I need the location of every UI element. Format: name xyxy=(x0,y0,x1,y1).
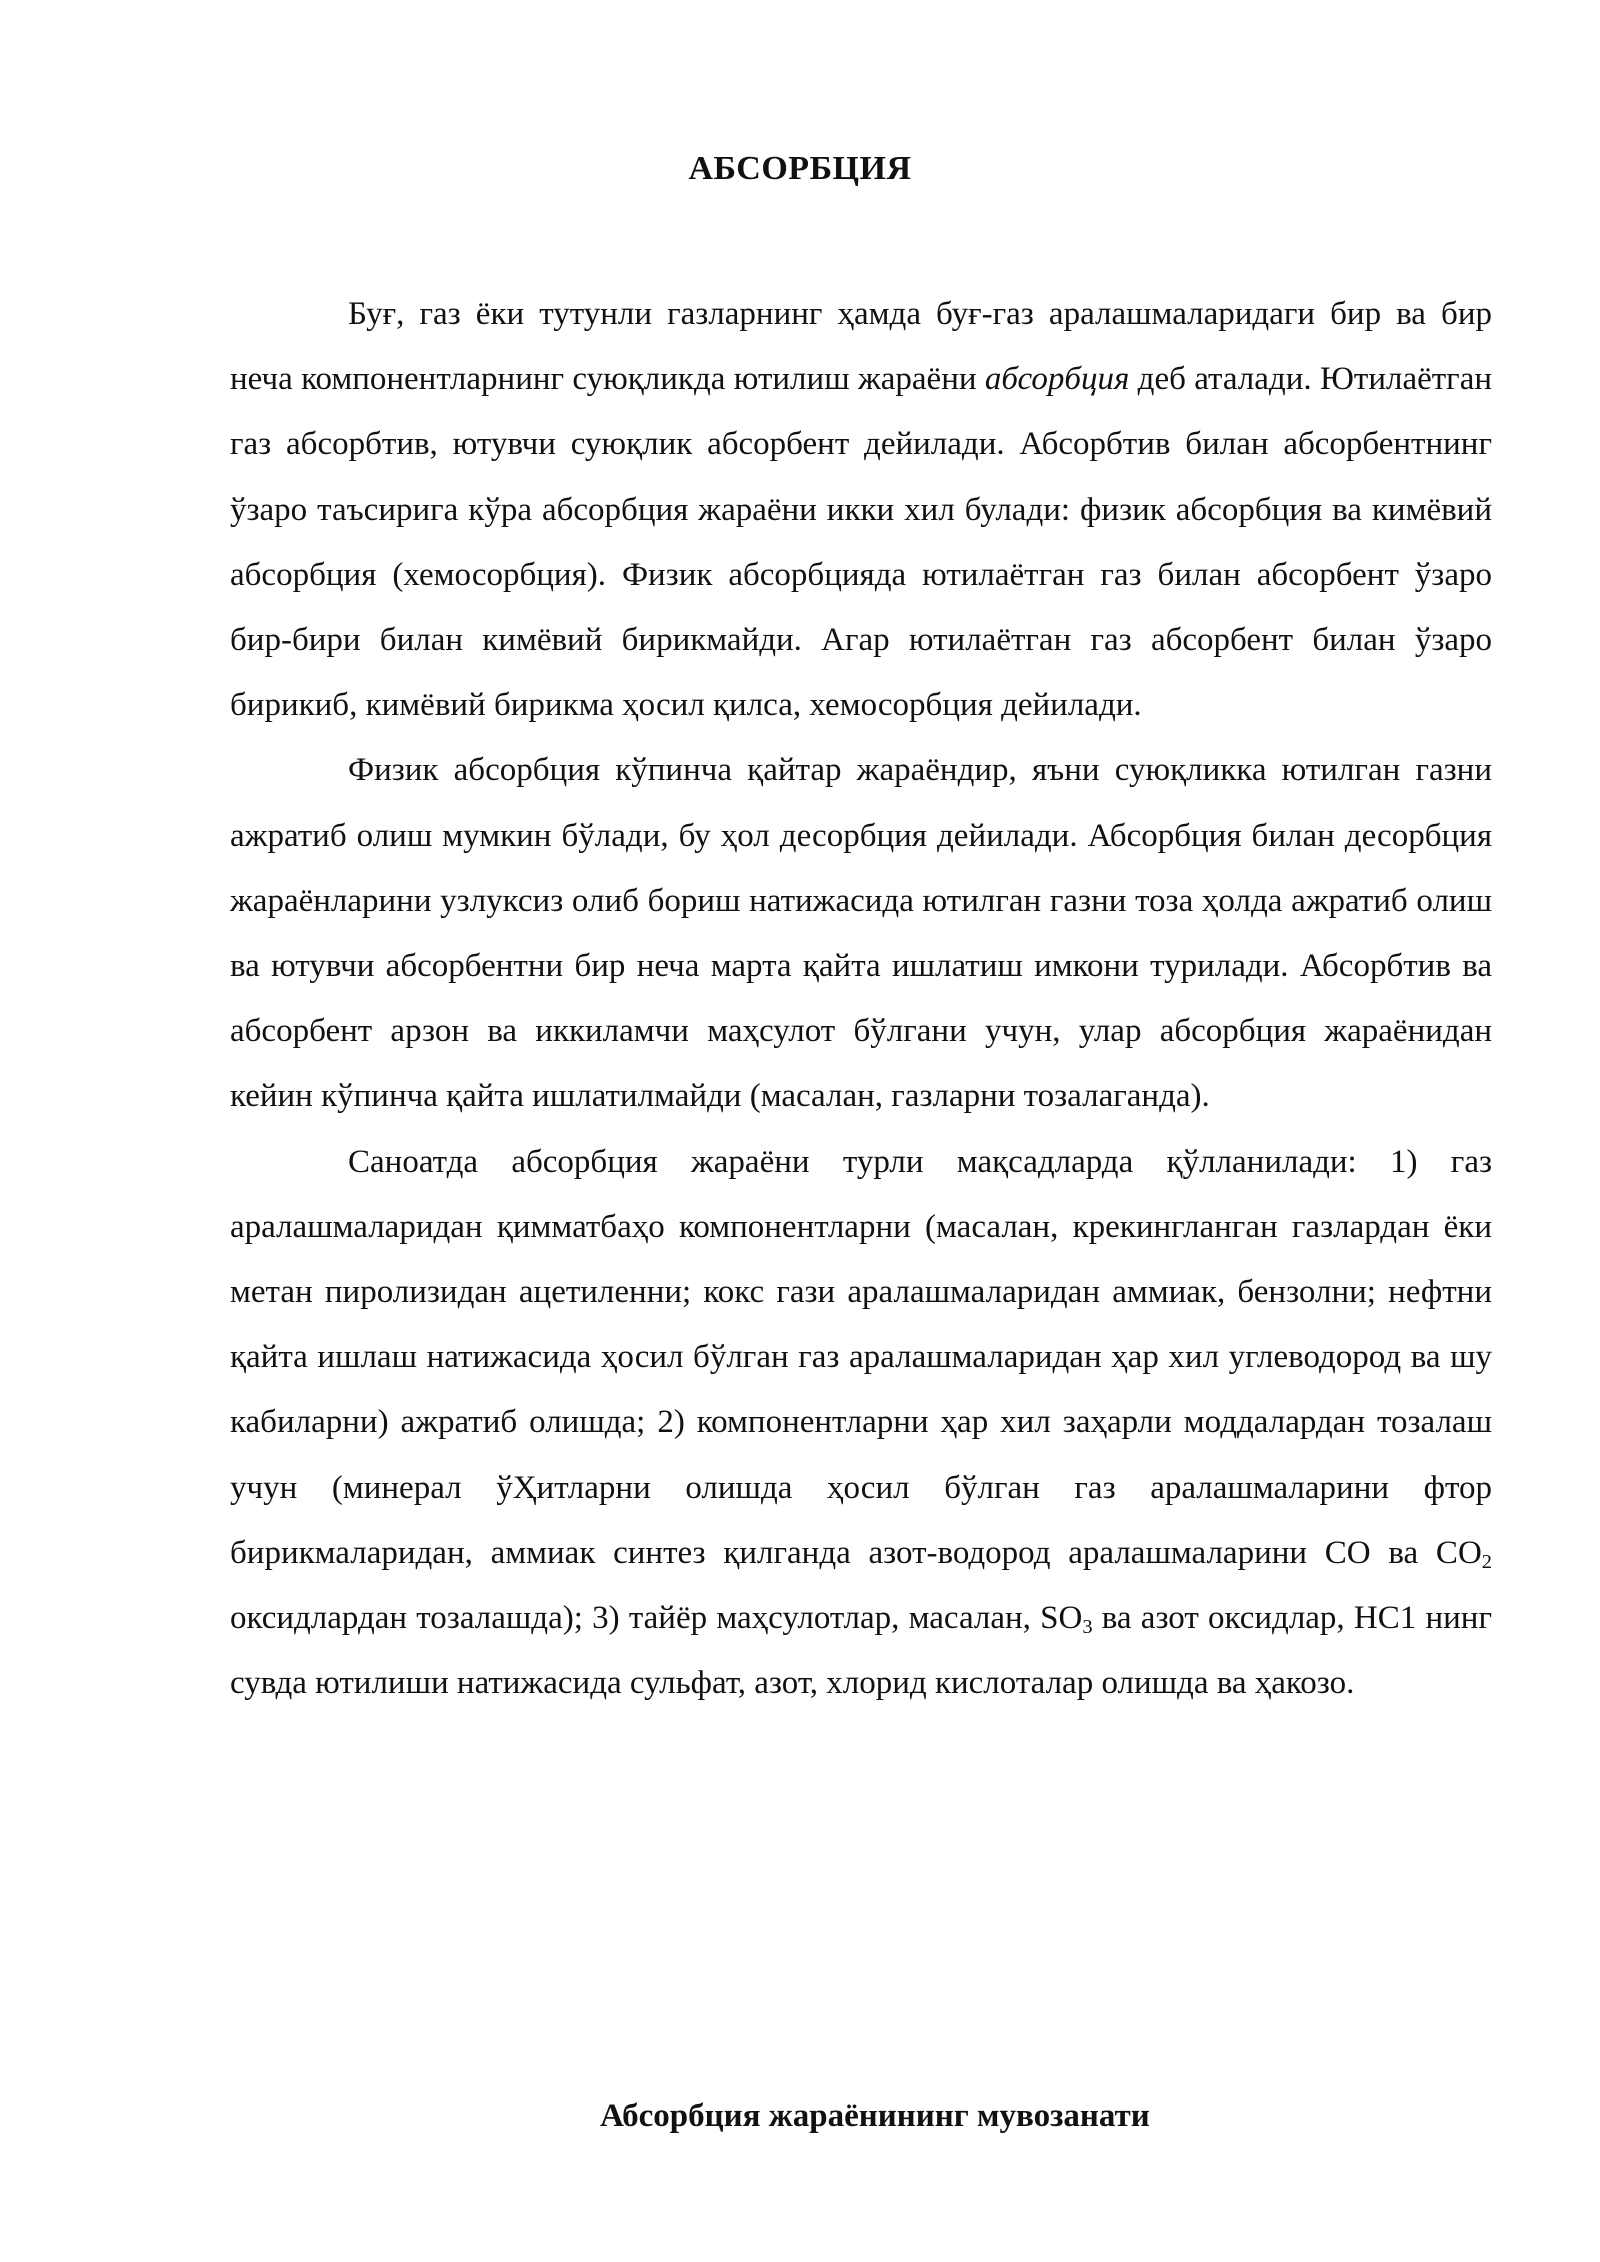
page-title: АБСОРБЦИЯ xyxy=(688,150,912,187)
paragraph-text: Буғ, газ ёки тутунли газларнинг ҳамда буғ-газ аралашмаларидаги бир ва бир неча компонентларнинг суюқликда ютилиш жараёни xyxy=(230,296,1492,398)
paragraph-text: ва азот оксидлар, НС1 нинг сувда ютилиши натижасида сульфат, азот, хлорид кислоталар олишда ва ҳакозо. xyxy=(230,1600,1492,1702)
section-heading: Абсорбция жараёнининг мувозанати xyxy=(600,2098,1150,2134)
paragraph-text: деб аталади. Ютилаётган газ абсорбтив, ютувчи суюқлик абсорбент дейилади. Абсорбтив билан абсорбентнинг ўзаро таъсирига кўра абсорбция жараёни икки хил булади: физик абсорбция ва кимёвий абсорбция (хемосорбция). Физик абсорбцияда ютилаётган газ билан абсорбент ўзаро бир-бири билан кимёвий бирикмайди. Агар ютилаётган газ абсорбент билан ўзаро бирикиб, кимёвий бирикма ҳосил қилса, хемосорбция дейилади. xyxy=(230,361,1493,724)
paragraph-applications xyxy=(230,1130,1492,1717)
subscript: 2 xyxy=(1481,1550,1492,1573)
subscript: 3 xyxy=(1082,1616,1093,1639)
paragraph-text: Саноатда абсорбция жараёни турли мақсадларда қўлланилади: 1) газ аралашмаларидан қимматбаҳо компонентларни (масалан, крекингланган газлардан ёки метан пиролизидан ацетиленни; кокс гази аралашмаларидан аммиак, бензолни; нефтни қайта ишлаш натижасида ҳосил бўлган газ аралашмаларидан ҳар хил углеводород ва шу кабиларни) ажратиб олишда; 2) компонентларни ҳар хил заҳарли моддалардан тозалаш учун (минерал ўҲитларни олишда ҳосил бўлган газ аралашмаларини фтор бирикмаларидан, аммиак синтез қилганда азот-водород аралашмаларини СО ва СО xyxy=(230,1143,1492,1571)
italic-term: абсорбция xyxy=(984,361,1130,398)
paragraph-definition xyxy=(230,282,1492,738)
document-body xyxy=(230,282,1492,1716)
paragraph-desorption: Физик абсорбция кўпинча қайтар жараёндир, яъни суюқликка ютилган газни ажратиб олиш мумкин бўлади, бу ҳол десорбция дейилади. Абсорбция билан десорбция жараёнларини узлуксиз олиб бориш натижасида ютилган газни тоза ҳолда ажратиб олиш ва ютувчи абсорбентни бир неча марта қайта ишлатиш имкони турилади. Абсорбтив ва абсорбент арзон ва иккиламчи маҳсулот бўлгани учун, улар абсорбция жараёнидан кейин кўпинча қайта ишлатилмайди (масалан, газларни тозалаганда). xyxy=(230,752,1492,1115)
paragraph-text: оксидлардан тозалашда); 3) тайёр маҳсулотлар, масалан, SО xyxy=(230,1600,1083,1637)
